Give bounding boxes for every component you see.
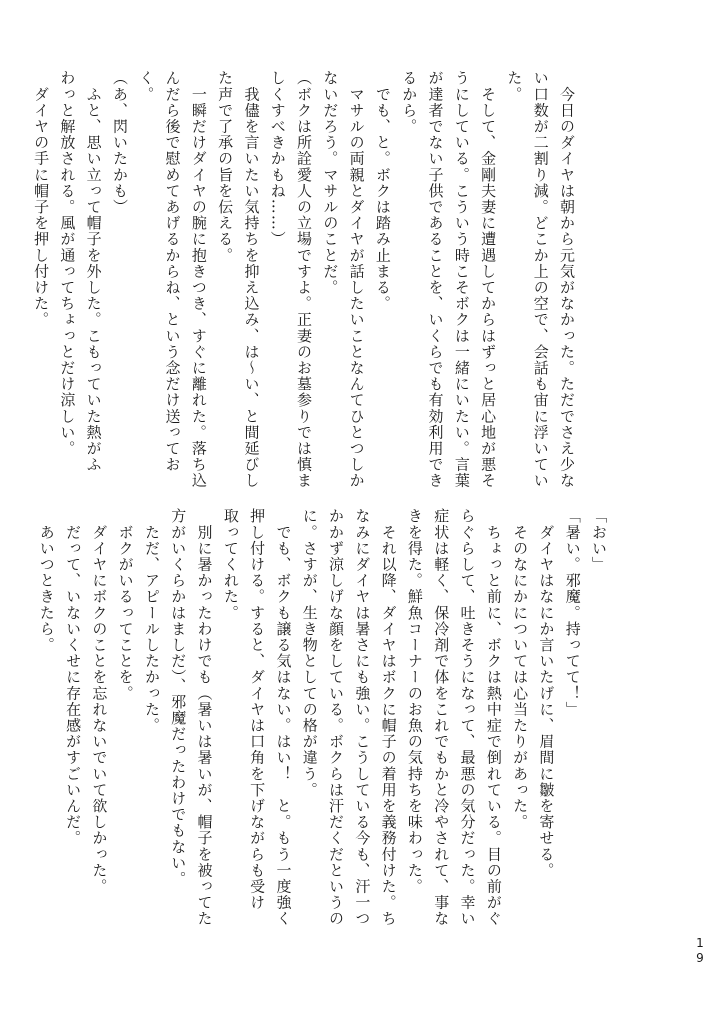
text-line: い口数が二割り減。どこか上の空で、会話も宙に浮いてい: [531, 70, 550, 489]
text-line: 取ってくれた。: [221, 508, 240, 621]
text-line: 押し付ける。すると、ダイヤは口角を下げながらも受け: [248, 508, 267, 911]
text-line: た。: [505, 70, 524, 103]
text-line: ただ、アピールしたかった。: [142, 508, 161, 734]
text-line: ふと、思い立って帽子を外した。こもっていた熱がふ: [84, 70, 103, 473]
text-line: が達者でない子供であることを、いくらでも有効利用でき: [426, 70, 445, 489]
text-line: かかず涼しげな顔をしている。ボクらは汗だくだというの: [327, 508, 346, 927]
text-line: ちょっと前に、ボクは熱中症で倒れている。目の前がぐ: [484, 508, 503, 927]
text-line: た声で了承の旨を伝える。: [216, 70, 235, 264]
text-line: 方がいくらかはましだ）、邪魔だったわけでもない。: [169, 508, 188, 887]
text-line: 今日のダイヤは朝から元気がなかった。ただでさえ少な: [558, 70, 576, 489]
text-line: （あ、閃いたかも）: [110, 70, 129, 215]
text-line: それ以降、ダイヤはボクに帽子の着用を義務付けた。ち: [379, 508, 398, 927]
text-line: うにしている。こういう時こそボクは一緒にいたい。言葉: [452, 70, 471, 489]
text-line: らぐらして、吐きそうになって、最悪の気分だった。幸い: [458, 508, 477, 927]
text-line: く。: [137, 70, 156, 103]
text-line: ダイヤはなにか言いたげに、眉間に皺を寄せる。: [537, 508, 556, 879]
text-line: ないだろう。マサルのことだ。: [321, 70, 340, 296]
text-line: だって、いないくせに存在感がすごいんだ。: [64, 508, 83, 847]
text-line: マサルの両親とダイヤが話したいことなんてひとつしか: [347, 70, 366, 489]
text-line: しくすべきかもね……）: [268, 70, 287, 248]
text-line: そして、金剛夫妻に遭遇してからはずっと居心地が悪そ: [479, 70, 498, 489]
text-line: なみにダイヤは暑さにも強い。こうしている今も、汗一つ: [353, 508, 372, 927]
text-line: るから。: [400, 70, 419, 135]
upper-text-block: [32, 70, 580, 489]
text-line: ダイヤにボクのことを忘れないでいて欲しかった。: [90, 508, 109, 895]
text-line: でも、と。ボクは踏み止まる。: [373, 70, 392, 312]
text-line: 一瞬だけダイヤの腕に抱きつき、すぐに離れた。落ち込: [189, 70, 208, 489]
text-line: 症状は軽く、保冷剤で体をこれでもかと冷やされて、事な: [432, 508, 451, 927]
text-line: そのなにかについては心当たりがあった。: [511, 508, 530, 830]
lower-text-block: [37, 508, 612, 928]
text-line: ダイヤの手に帽子を押し付けた。: [32, 70, 51, 328]
text-line: んだら後で慰めてあげるからね、という念だけ送ってお: [163, 70, 182, 473]
text-line: 「おい」: [590, 508, 608, 573]
text-line: ボクがいるってことを。: [116, 508, 135, 702]
text-line: （ボクは所詮愛人の立場ですよ。正妻のお墓参りでは慎ま: [295, 70, 314, 489]
text-line: あいつときたら。: [37, 508, 56, 653]
text-line: に。さすが、生き物としての格が違う。: [300, 508, 319, 798]
text-line: 「暑い。邪魔。持ってて！」: [563, 508, 582, 718]
text-line: 我儘を言いたい気持ちを抑え込み、は〜い、と間延びし: [242, 70, 261, 489]
text-line: きを得た。鮮魚コーナーのお魚の気持ちを味わった。: [405, 508, 424, 895]
text-line: わっと解放される。風が通ってちょっとだけ涼しい。: [58, 70, 77, 457]
text-line: でも、ボクも譲る気はない。はい！ と。もう一度強く: [274, 508, 293, 927]
text-line: 別に暑かったわけでも（暑いは暑いが、帽子を被ってた: [195, 508, 214, 927]
page-number: 1 9: [696, 936, 704, 965]
